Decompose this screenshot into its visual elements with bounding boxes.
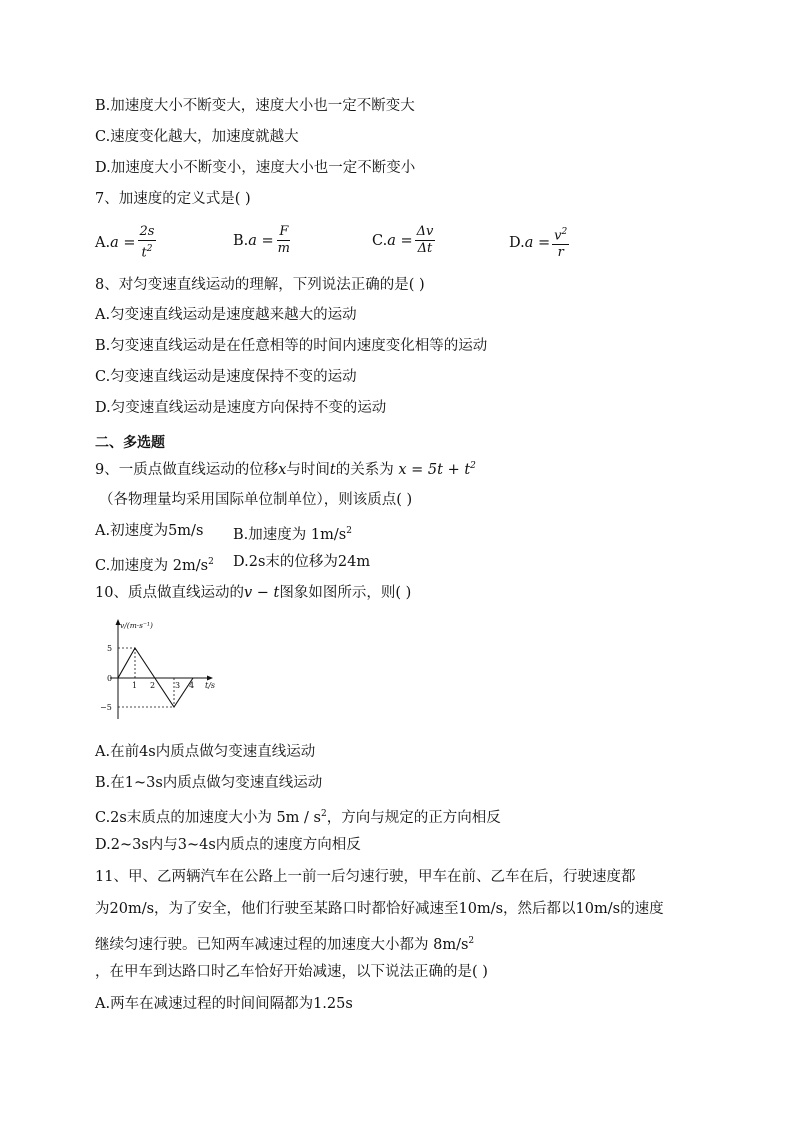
q7-option-c-fraction (415, 224, 436, 257)
graph-y-label: v/(m·s⁻¹) (120, 621, 153, 630)
q9-option-c (95, 552, 214, 576)
graph-x-tick-2: 2 (150, 681, 156, 690)
q7-stem: 7、加速度的定义式是( ) (95, 191, 251, 207)
q8-stem: 8、对匀变速直线运动的理解，下列说法正确的是( ) (95, 277, 425, 293)
q6-option-d: D.加速度大小不断变小，速度大小也一定不断变小 (95, 160, 416, 176)
q7-option-a-den-exp: 2 (146, 244, 153, 254)
q10-option-b: B.在1~3s内质点做匀变速直线运动 (95, 775, 323, 791)
graph-x-arrow (207, 676, 213, 681)
q7-option-a-denominator (139, 241, 154, 261)
q7-option-c-lhs: a = (387, 232, 413, 249)
q7-option-c-numerator: Δv (416, 224, 434, 239)
q7-option-a-numerator: 2s (139, 224, 155, 239)
q9-option-c-text: C.加速度为 2m/s (95, 557, 209, 574)
graph-y-tick-0: 0 (107, 674, 113, 683)
q7-option-d-label: D. (509, 234, 525, 251)
q7-option-d-fraction (552, 224, 569, 261)
q7-option-c-label: C. (372, 232, 388, 249)
q10-vt-symbol: v − t (243, 585, 280, 601)
q8-option-b: B.匀变速直线运动是在任意相等的时间内速度变化相等的运动 (95, 338, 488, 354)
q11-line-3 (95, 931, 474, 955)
q9-option-b-exp: 2 (346, 526, 352, 536)
graph-x-tick-3: 3 (175, 681, 181, 690)
q7-option-a (95, 224, 158, 261)
q9-option-a: A.初速度为5m/s (95, 523, 204, 539)
q9-stem-part-c: 的关系为 (335, 461, 394, 478)
q7-option-b (233, 224, 294, 257)
q7-option-c-denominator: Δt (417, 241, 433, 256)
q9-formula-base: x = 5t + t (398, 461, 471, 478)
q7-option-b-label: B. (233, 232, 249, 249)
q9-formula-exp: 2 (470, 461, 476, 471)
q9-option-b (233, 521, 352, 545)
q8-option-a: A.匀变速直线运动是速度越来越大的运动 (95, 307, 357, 323)
graph-x-label: t/s (205, 681, 216, 690)
q11-option-a: A.两车在减速过程的时间间隔都为1.25s (95, 996, 353, 1012)
q7-option-d-denominator: r (557, 245, 564, 261)
vt-graph (95, 615, 225, 725)
q7-option-d-num-base: v (554, 228, 562, 244)
q7-option-b-lhs: a = (248, 232, 274, 249)
q9-var-t: t (329, 461, 336, 478)
q7-option-d (509, 224, 571, 261)
q7-option-d-lhs: a = (524, 234, 551, 251)
q11-line-3-exp: 2 (468, 936, 475, 946)
q9-var-x: x (278, 461, 287, 478)
q7-option-b-numerator: F (279, 224, 289, 239)
q7-option-d-numerator (552, 224, 569, 245)
q11-line-3-text: 继续匀速行驶。已知两车减速过程的加速度大小都为 8m/s (95, 936, 469, 953)
q7-option-a-den-base: t (141, 245, 147, 261)
q10-option-c (95, 804, 501, 828)
q10-stem-part-b: 图象如图所示，则( ) (279, 585, 412, 601)
q9-formula (398, 462, 476, 478)
q7-option-d-num-exp: 2 (561, 227, 568, 237)
q7-option-a-fraction (138, 224, 157, 261)
q7-option-b-fraction (276, 224, 292, 257)
q10-option-d: D.2~3s内与3~4s内质点的速度方向相反 (95, 837, 361, 853)
q9-stem (95, 456, 476, 480)
graph-y-tick-5: 5 (107, 644, 113, 653)
section-title-multiple-choice: 二、多选题 (95, 435, 165, 451)
q11-line-2: 为20m/s，为了安全，他们行驶至某路口时都恰好减速至10m/s，然后都以10m/s的速度 (95, 901, 664, 917)
q10-option-c-part-b: ，方向与规定的正方向相反 (326, 809, 501, 826)
q9-option-b-text: B.加速度为 1m/s (233, 526, 347, 543)
q9-stem-line2: （各物理量均采用国际单位制单位），则该质点( ) (99, 492, 413, 508)
q8-option-d: D.匀变速直线运动是速度方向保持不变的运动 (95, 400, 387, 416)
q10-stem-part-a: 10、质点做直线运动的 (95, 585, 244, 601)
q11-line-1: 11、甲、乙两辆汽车在公路上一前一后匀速行驶，甲车在前、乙车在后，行驶速度都 (95, 869, 636, 885)
q7-option-c (372, 224, 437, 257)
q8-option-c: C.匀变速直线运动是速度保持不变的运动 (95, 369, 357, 385)
q10-option-c-exp: 2 (320, 809, 327, 819)
q9-option-d: D.2s末的位移为24m (233, 554, 371, 570)
q10-stem (95, 583, 411, 603)
q6-option-c: C.速度变化越大，加速度就越大 (95, 129, 299, 145)
q7-option-a-label: A. (95, 234, 111, 251)
q10-option-c-part-a: C.2s末质点的加速度大小为 5m / s (95, 809, 321, 826)
graph-x-tick-1: 1 (132, 681, 138, 690)
q6-option-b: B.加速度大小不断变大，速度大小也一定不断变大 (95, 98, 415, 114)
q9-stem-part-b: 与时间 (286, 461, 330, 478)
q9-option-c-exp: 2 (208, 557, 214, 567)
q7-option-b-denominator: m (277, 241, 290, 256)
graph-y-tick-minus5: −5 (100, 703, 112, 712)
q10-option-a: A.在前4s内质点做匀变速直线运动 (95, 744, 316, 760)
q11-line-4: ，在甲车到达路口时乙车恰好开始减速，以下说法正确的是( ) (95, 964, 488, 980)
q7-option-a-lhs: a = (110, 234, 136, 251)
q9-stem-part-a: 9、一质点做直线运动的位移 (95, 461, 279, 478)
graph-x-tick-4: 4 (189, 681, 195, 690)
